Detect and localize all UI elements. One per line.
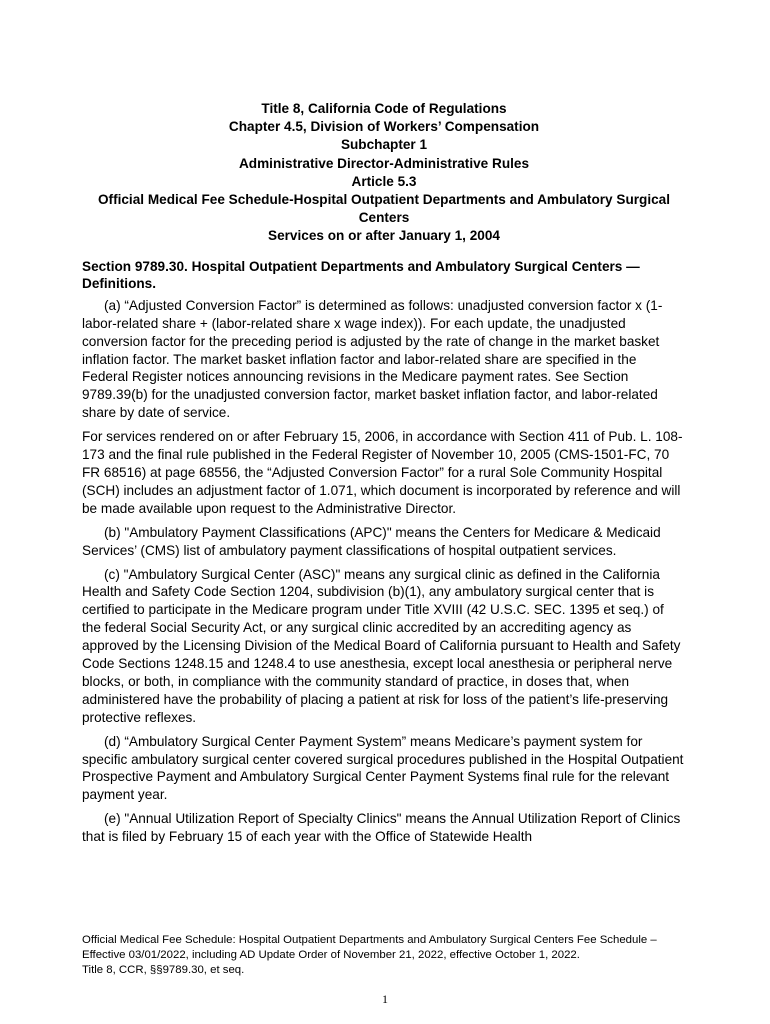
page-footer: [82, 933, 686, 978]
paragraph-b: (b) "Ambulatory Payment Classifications (APC)" means the Centers for Medicare & Medicaid Services’ (CMS) list of ambulatory payment classifications of hospital outpatient services.: [82, 524, 661, 558]
heading-services-date: Services on or after January 1, 2004: [268, 228, 500, 244]
document-page: [82, 100, 686, 852]
heading-fee-schedule: Official Medical Fee Schedule-Hospital Outpatient Departments and Ambulatory Surgical Centers: [97, 192, 671, 226]
footer-fee-schedule-note: Official Medical Fee Schedule: Hospital Outpatient Departments and Ambulatory Surgical Centers Fee Schedule – Effective 03/01/2022, including AD Update Order of November 21, 2022, effective October 1, 2022.: [82, 934, 657, 961]
section-title: Section 9789.30. Hospital Outpatient Departments and Ambulatory Surgical Centers — Definitions.: [82, 258, 640, 292]
paragraph-c: (c) "Ambulatory Surgical Center (ASC)" means any surgical clinic as defined in the California Health and Safety Code Section 1204, subdivision (b)(1), any ambulatory surgical center that is certified to participate in the Medicare program under Title XVIII (42 U.S.C. SEC. 1395 et seq.) of the federal Social Security Act, or any surgical clinic accredited by an accrediting agency as approved by the Licensing Division of the Medical Board of California pursuant to Health and Safety Code Sections 1248.15 and 1248.4 to use anesthesia, except local anesthesia or peripheral nerve blocks, or both, in compliance with the community standard of practice, in doses that, when administered have the probability of placing a patient at risk for loss of the patient’s life-preserving protective reflexes.: [82, 566, 681, 725]
paragraph-e: (e) "Annual Utilization Report of Specialty Clinics" means the Annual Utilization Report of Clinics that is filed by February 15 of each year with the Office of Statewide Health: [82, 811, 681, 845]
heading-rules: Administrative Director-Administrative Rules: [238, 155, 530, 171]
footer-citation: Title 8, CCR, §§9789.30, et seq.: [82, 964, 245, 976]
paragraph-a: (a) “Adjusted Conversion Factor” is determined as follows: unadjusted conversion factor x (1-labor-related share + (labor-related share x wage index)). For each update, the unadjusted conversion factor for the preceding period is adjusted by the rate of change in the market basket inflation factor. The market basket inflation factor and labor-related share are specified in the Federal Register notices announcing revisions in the Medicare payment rates. See Section 9789.39(b) for the unadjusted conversion factor, market basket inflation factor, and labor-related share by date of service.: [82, 297, 663, 421]
paragraph-d: (d) “Ambulatory Surgical Center Payment System” means Medicare’s payment system for specific ambulatory surgical center covered surgical procedures published in the Hospital Outpatient Prospective Payment and Ambulatory Surgical Center Payment Systems final rule for the relevant payment year.: [82, 733, 684, 803]
document-heading: [82, 100, 686, 246]
page-number: 1: [382, 992, 388, 1006]
heading-article: Article 5.3: [351, 173, 417, 189]
heading-title: Title 8, California Code of Regulations: [261, 101, 507, 116]
paragraph-a-continued: For services rendered on or after February 15, 2006, in accordance with Section 411 of Pub. L. 108-173 and the final rule published in the Federal Register of November 10, 2005 (CMS-1501-FC, 70 FR 68516) at page 68556, the “Adjusted Conversion Factor” for a rural Sole Community Hospital (SCH) includes an adjustment factor of 1.071, which document is incorporated by reference and will be made available upon request to the Administrative Director.: [82, 429, 683, 516]
heading-subchapter: Subchapter 1: [340, 137, 428, 153]
heading-chapter: Chapter 4.5, Division of Workers’ Compensation: [228, 119, 540, 135]
